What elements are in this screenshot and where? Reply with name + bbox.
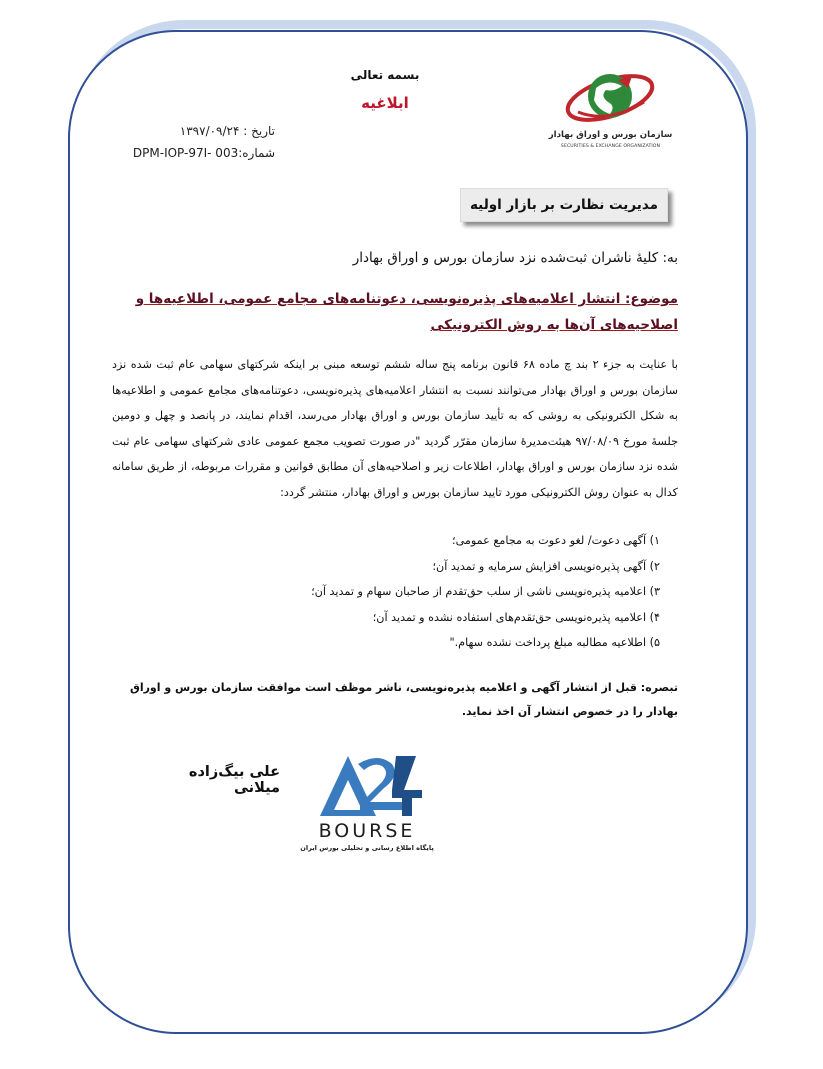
bourse-word: BOURSE <box>318 820 416 842</box>
seo-name-fa: سازمان بورس و اوراق بهادار <box>548 130 673 140</box>
body-paragraph: با عنایت به جزء ۲ بند چ ماده ۶۸ قانون برنامه پنج ساله ششم توسعه مبنی بر اینکه شرکتهای سهامی عام ثبت شده نزد سازمان بورس و اوراق بهادار می‌توانند نسبت به انتشار اعلامیه‌های پذیره‌نویسی، دعوتنامه‌های مجامع عمومی و اطلاعیه‌ها به شکل الکترونیکی به روشی که به تأیید سازمان بورس و اوراق بهادار می‌رسد، اقدام نمایند، در پانصد و چهل و دومین جلسهٔ مورخ ۹۷/۰۸/۰۹ هیئت‌مدیرهٔ سازمان مقرّر گردید "در صورت تصویب مجمع عمومی عادی شرکتهای سهامی عام ثبت شده نزد سازمان بورس و اوراق بهادار، اطلاعات زیر و اصلاحیه‌های آن مطابق قوانین و مقررات مربوطه، از طریق سامانه کدال به عنوان روش الکترونیکی مورد تایید سازمان بورس و اوراق بهادار، منتشر گردد: <box>112 358 679 499</box>
bourse-logo <box>298 750 436 860</box>
number-value: DPM-IOP-97I- 003 <box>132 146 239 160</box>
signer-name: علی بیگ‌زاده میلانی <box>188 764 280 796</box>
basmala: بسمه تعالی <box>350 68 420 82</box>
seo-globe-icon <box>548 66 673 130</box>
letter-number <box>110 146 275 160</box>
list-item: ۱) آگهی دعوت/ لغو دعوت به مجامع عمومی؛ <box>452 534 660 547</box>
list-item: ۳) اعلامیه پذیره‌نویسی ناشی از سلب حق‌تقدم از صاحبان سهام و تمدید آن؛ <box>311 585 660 599</box>
recipient-line: به: کلیهٔ ناشران ثبت‌شده نزد سازمان بورس و اوراق بهادار <box>352 250 678 266</box>
seo-name-en: SECURITIES & EXCHANGE ORGANIZATION <box>560 144 661 149</box>
list-item: ۵) اطلاعیه مطالبه مبلغ پرداخت نشده سهام." <box>449 636 660 650</box>
list-item: ۴) اعلامیه پذیره‌نویسی حق‌تقدم‌های استفاده نشده و تمدید آن؛ <box>372 610 660 624</box>
note-paragraph: تبصره: قبل از انتشار آگهی و اعلامیه پذیره‌نویسی، ناشر موظف است موافقت سازمان بورس و اوراق بهادار را در خصوص انتشار آن اخذ نماید. <box>129 681 678 718</box>
seo-logo <box>548 66 673 164</box>
notice-title: ابلاغیه <box>361 94 409 112</box>
date-line: تاریخ : ۱۳۹۷/۰۹/۲۴ <box>179 124 275 138</box>
number-label: شماره: <box>238 146 275 160</box>
subject-text: موضوع: انتشار اعلامیه‌های پذیره‌نویسی، دعوتنامه‌های مجامع عمومی، اطلاعیه‌ها و اصلاحیه‌های آن‌ها به روش الکترونیکی <box>135 291 678 333</box>
bourse-subtitle: پایگاه اطلاع رسانی و تحلیلی بورس ایران <box>300 844 434 852</box>
bourse-24-icon <box>298 750 436 820</box>
subject-line <box>120 286 678 338</box>
list-item: ۲) آگهی پذیره‌نویسی افزایش سرمایه و تمدید آن؛ <box>432 559 660 573</box>
items-list <box>112 528 660 656</box>
department-box: مدیریت نظارت بر بازار اولیه <box>460 188 668 222</box>
